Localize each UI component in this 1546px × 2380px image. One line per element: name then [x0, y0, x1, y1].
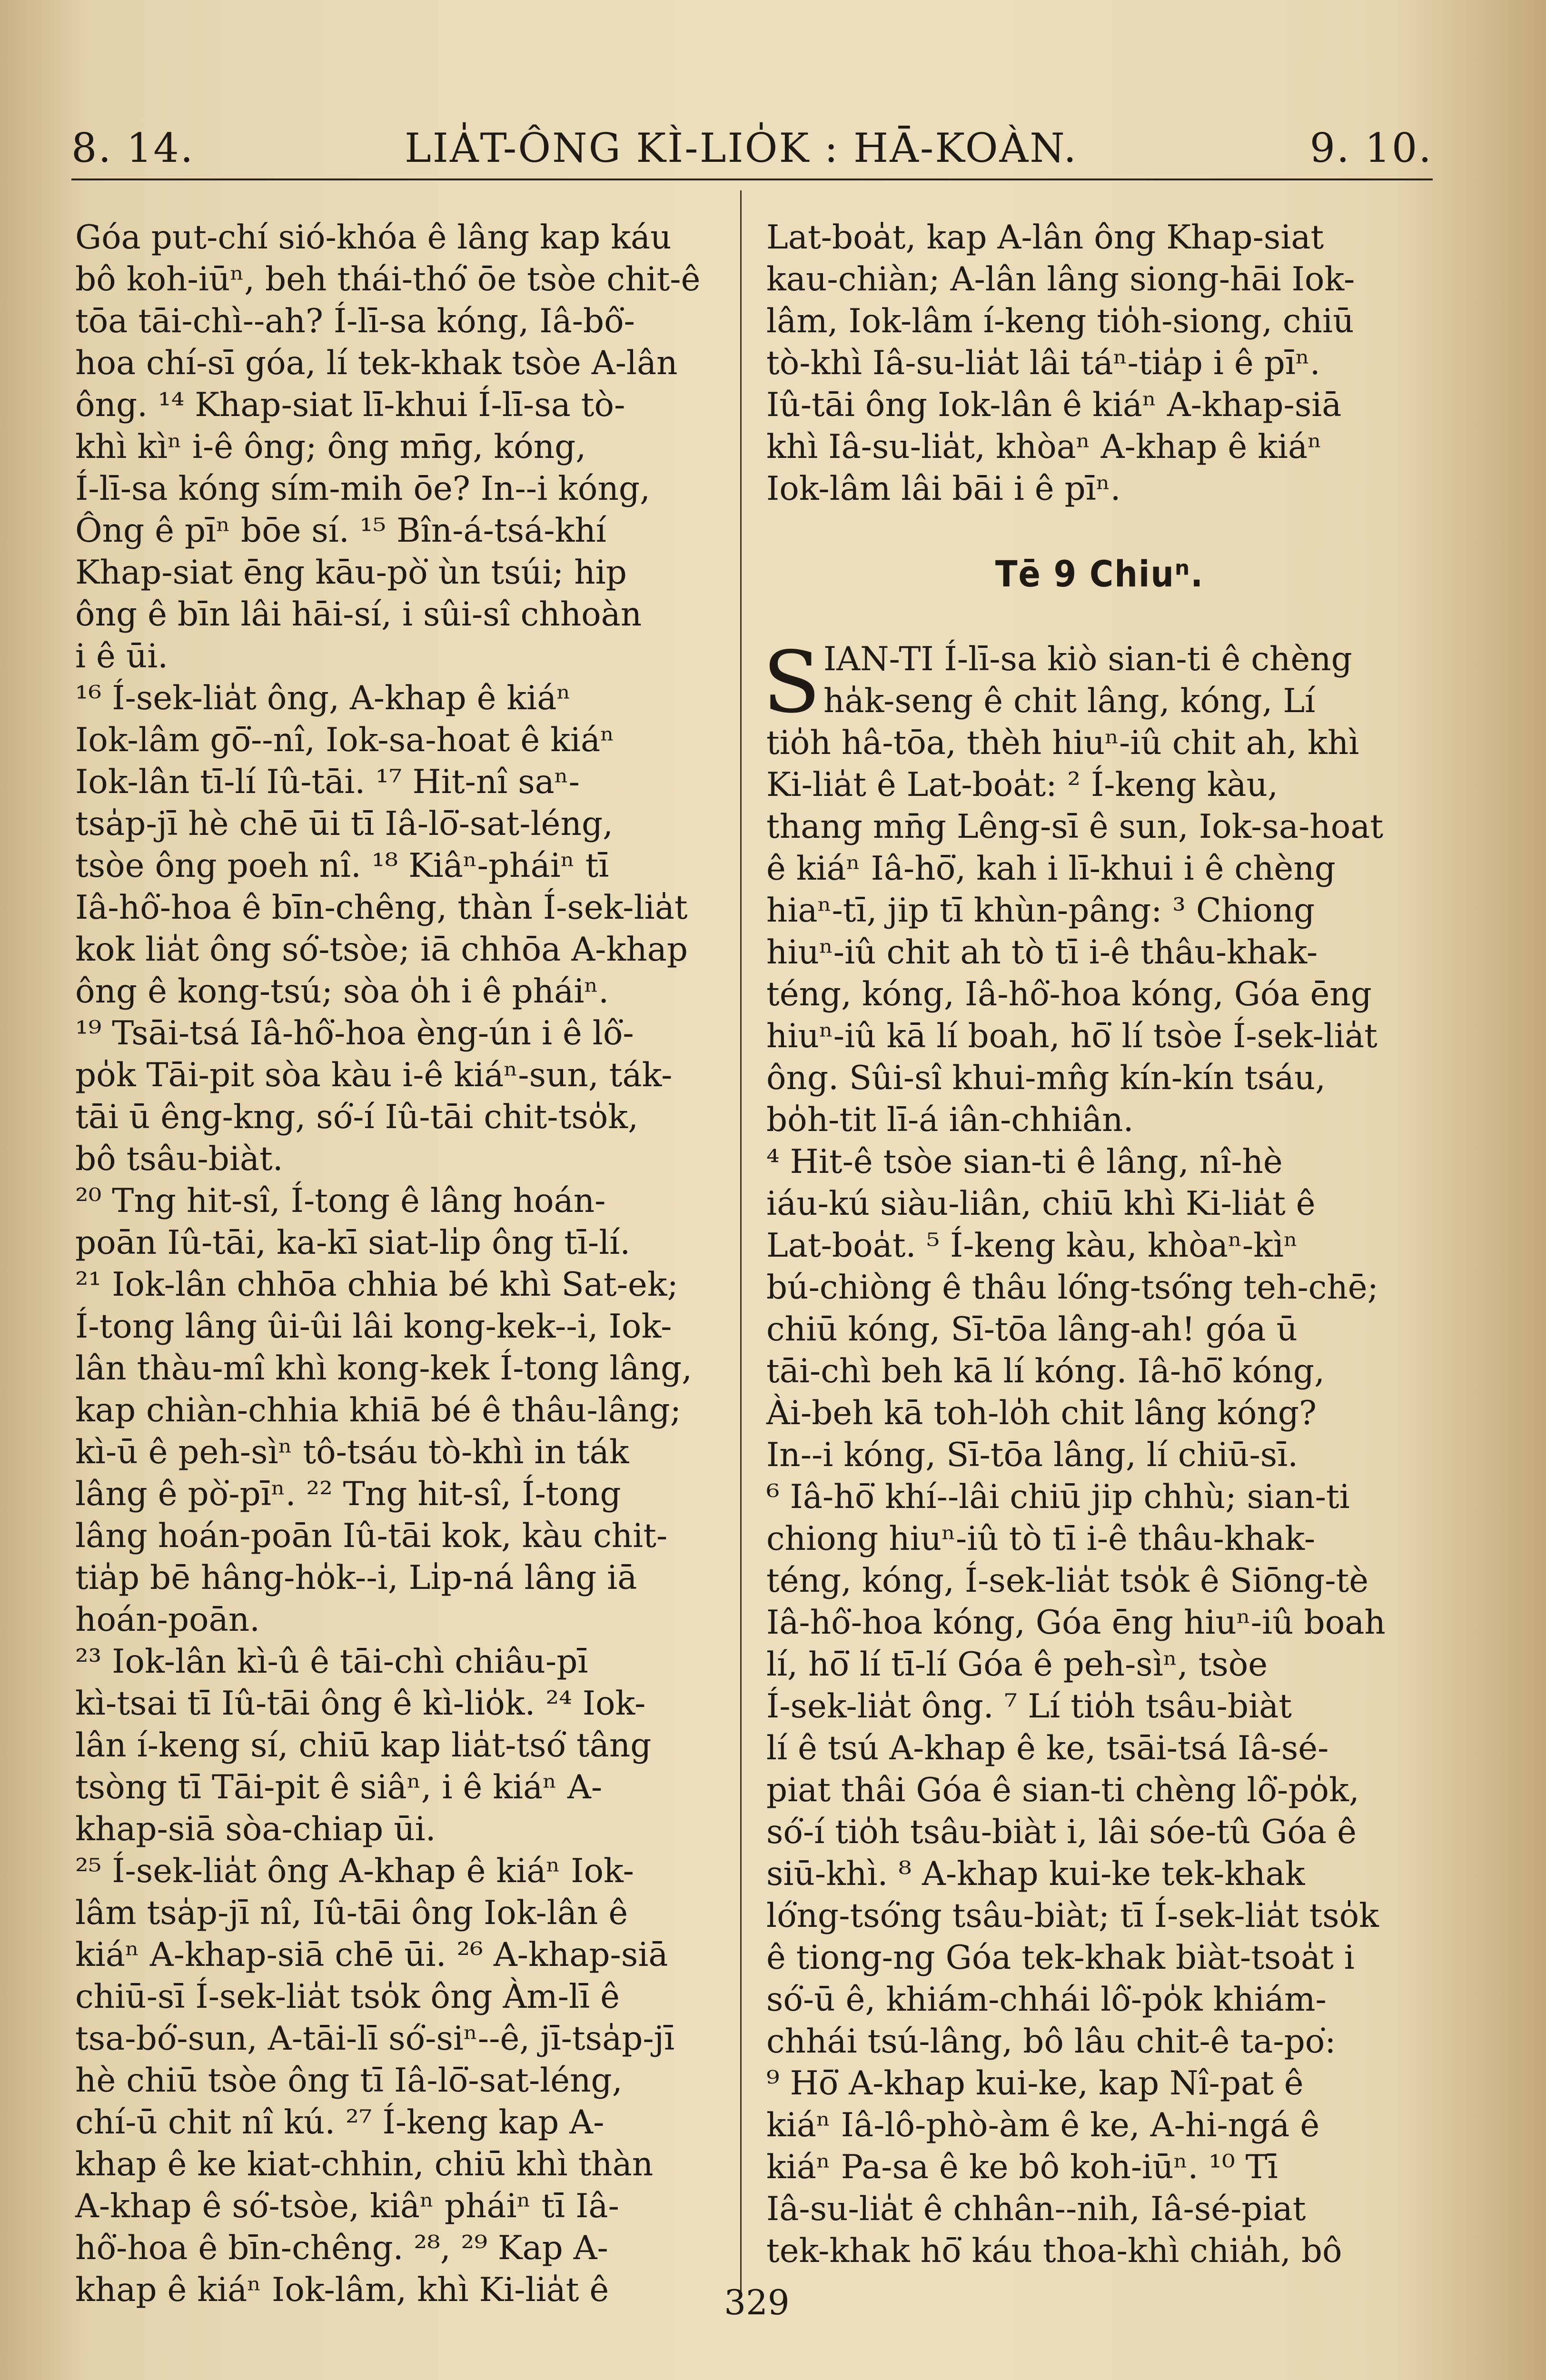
text-line: Khap-siat ēng kāu-pò͘ ùn tsúi; hip — [75, 554, 627, 592]
text-line: khap-siā sòa-chiap ūi. — [75, 1810, 436, 1848]
text-line: tāi-chì beh kā lí kóng. Iâ-hō͘ kóng, — [766, 1352, 1325, 1390]
right-column — [763, 217, 1433, 2272]
text-line: tia̍p bē hâng-ho̍k--i, Li̍p-ná lâng iā — [75, 1559, 637, 1597]
text-line: tek-khak hō͘ káu thoa-khì chia̍h, bô — [766, 2232, 1342, 2270]
text-line: Iok-lân tī-lí Iû-tāi. ¹⁷ Hit-nî saⁿ- — [75, 763, 580, 801]
text-line: Ki-lia̍t ê Lat-boa̍t: ² Í-keng kàu, — [766, 766, 1278, 804]
text-line: ló͘ng-tsó͘ng tsâu-biàt; tī Í-sek-lia̍t tso̍k — [766, 1897, 1379, 1935]
text-line: chiong hiuⁿ-iû tò tī i-ê thâu-khak- — [766, 1520, 1316, 1558]
text-line: iáu-kú siàu-liân, chiū khì Ki-lia̍t ê — [766, 1185, 1316, 1223]
text-line: bô tsâu-biàt. — [75, 1140, 283, 1178]
text-line: tio̍h hâ-tōa, thèh hiuⁿ-iû chit ah, khì — [766, 724, 1359, 762]
text-line: lâm, Iok-lâm í-keng tio̍h-siong, chiū — [766, 302, 1354, 340]
text-line: ông. Sûi-sî khui-mn̂g kín-kín tsáu, — [766, 1059, 1326, 1097]
text-line: lâng hoán-poān Iû-tāi kok, kàu chit- — [75, 1517, 668, 1555]
right-column-continuation — [766, 217, 1433, 510]
text-line: siū-khì. ⁸ A-khap kui-ke tek-khak — [766, 1855, 1305, 1893]
text-line: Lat-boa̍t, kap A-lân ông Khap-siat — [766, 218, 1324, 257]
column-divider — [740, 190, 742, 2294]
text-line: tsòng tī Tāi-pit ê siâⁿ, i ê kiáⁿ A- — [75, 1768, 603, 1806]
text-line: Góa put-chí sió-khóa ê lâng kap káu — [75, 218, 672, 257]
text-line: khì kìⁿ i-ê ông; ông mn̄g, kóng, — [75, 428, 586, 466]
text-line: ²⁰ Tng hit-sî, Í-tong ê lâng hoán- — [75, 1182, 606, 1220]
text-line: Iû-tāi ông Iok-lân ê kiáⁿ A-khap-siā — [766, 386, 1342, 424]
text-line: kap chiàn-chhia khiā bé ê thâu-lâng; — [75, 1391, 681, 1429]
text-line: chhái tsú-lâng, bô lâu chit-ê ta-po͘: — [766, 2023, 1336, 2061]
text-line: Í-lī-sa kóng sím-mih ōe? In--i kóng, — [75, 470, 651, 508]
text-line: chiū kóng, Sī-tōa lâng-ah! góa ū — [766, 1310, 1298, 1349]
text-line: hiuⁿ-iû kā lí boah, hō͘ lí tsòe Í-sek-lia̍t — [766, 1017, 1378, 1055]
text-line: poān Iû-tāi, ka-kī siat-li̍p ông tī-lí. — [75, 1224, 631, 1262]
text-line: chiū-sī Í-sek-lia̍t tso̍k ông Àm-lī ê — [75, 1978, 620, 2016]
text-line: lân í-keng sí, chiū kap lia̍t-tsó͘ tâng — [75, 1726, 652, 1765]
text-line: thang mn̄g Lêng-sī ê sun, Iok-sa-hoat — [766, 808, 1384, 846]
text-line: ông ê bīn lâi hāi-sí, i sûi-sî chhoàn — [75, 595, 642, 634]
text-line: hoán-poān. — [75, 1601, 260, 1639]
text-line: ²⁵ Í-sek-lia̍t ông A-khap ê kiáⁿ Iok- — [75, 1852, 634, 1890]
text-line: kiáⁿ Pa-sa ê ke bô koh-iūⁿ. ¹⁰ Tī — [766, 2148, 1278, 2186]
text-line: Iok-lâm gō͘--nî, Iok-sa-hoat ê kiáⁿ — [75, 721, 614, 759]
text-line: lân thàu-mî khì kong-kek Í-tong lâng, — [75, 1349, 693, 1388]
text-line: khì Iâ-su-lia̍t, khòaⁿ A-khap ê kiáⁿ — [766, 428, 1322, 466]
text-line: Ài-beh kā toh-lo̍h chit lâng kóng? — [766, 1394, 1317, 1432]
text-line: ha̍k-seng ê chit lâng, kóng, Lí — [823, 682, 1316, 720]
chapter-verse-end: 9. 10. — [1309, 125, 1433, 171]
text-line: hoa chí-sī góa, lí tek-khak tsòe A-lân — [75, 344, 678, 382]
text-line: hiuⁿ-iû chit ah tò tī i-ê thâu-khak- — [766, 933, 1318, 972]
left-column — [75, 217, 720, 2311]
text-line: khap ê kiáⁿ Iok-lâm, khì Ki-lia̍t ê — [75, 2271, 609, 2309]
text-line: hè chiū tsòe ông tī Iâ-lō͘-sat-léng, — [75, 2062, 623, 2100]
page-number: 329 — [724, 2282, 790, 2322]
text-line: ²³ Iok-lân kì-û ê tāi-chì chiâu-pī — [75, 1643, 588, 1681]
text-line: tò-khì Iâ-su-lia̍t lâi táⁿ-tia̍p i ê pīⁿ. — [766, 344, 1320, 382]
running-head — [71, 125, 1433, 177]
text-line: tsa-bó͘-sun, A-tāi-lī só͘-siⁿ--ê, jī-tsa̍p-jī — [75, 2020, 675, 2058]
text-line: lí ê tsú A-khap ê ke, tsāi-tsá Iâ-sé- — [766, 1729, 1329, 1767]
text-line: ²¹ Iok-lân chhōa chhia bé khì Sat-ek; — [75, 1266, 678, 1304]
text-line: kì-tsai tī Iû-tāi ông ê kì-lio̍k. ²⁴ Iok- — [75, 1685, 646, 1723]
text-line: Í-sek-lia̍t ông. ⁷ Lí tio̍h tsâu-biàt — [766, 1687, 1292, 1726]
text-line: piat thâi Góa ê sian-ti chèng lô͘-po̍k, — [766, 1771, 1359, 1809]
text-line: Iâ-hô͘-hoa kóng, Góa ēng hiuⁿ-iû boah — [766, 1604, 1386, 1642]
drop-cap: S — [763, 633, 821, 732]
text-line: tsa̍p-jī hè chē ūi tī Iâ-lō͘-sat-léng, — [75, 805, 614, 843]
text-line: Iâ-hô͘-hoa ê bīn-chêng, thàn Í-sek-lia̍t — [75, 889, 688, 927]
text-line: kiáⁿ A-khap-siā chē ūi. ²⁶ A-khap-siā — [75, 1936, 668, 1974]
text-line: téng, kóng, Í-sek-lia̍t tso̍k ê Siōng-tè — [766, 1562, 1369, 1600]
text-line: bo̍h-tit lī-á iân-chhiân. — [766, 1101, 1134, 1139]
text-line: tōa tāi-chì--ah? Í-lī-sa kóng, Iâ-bô͘- — [75, 302, 635, 340]
text-line: ⁶ Iâ-hō͘ khí--lâi chiū jip chhù; sian-ti — [766, 1478, 1350, 1516]
text-line: lí, hō͘ lí tī-lí Góa ê peh-sìⁿ, tsòe — [766, 1646, 1268, 1684]
header-rule — [71, 178, 1433, 180]
text-line: kok lia̍t ông só͘-tsòe; iā chhōa A-khap — [75, 931, 688, 969]
text-line: ⁹ Hō͘ A-khap kui-ke, kap Nî-pat ê — [766, 2064, 1304, 2102]
text-line: Iâ-su-lia̍t ê chhân--nih, Iâ-sé-piat — [766, 2190, 1306, 2228]
text-line: ¹⁹ Tsāi-tsá Iâ-hô͘-hoa èng-ún i ê lô͘- — [75, 1014, 634, 1052]
text-line-content: IAN-TI Í-lī-sa kiò sian-ti ê chèng — [823, 640, 1352, 678]
text-line: chí-ū chit nî kú. ²⁷ Í-keng kap A- — [75, 2103, 605, 2142]
text-line: tsòe ông poeh nî. ¹⁸ Kiâⁿ-pháiⁿ tī — [75, 847, 609, 885]
text-line: kì-ū ê peh-sìⁿ tô-tsáu tò-khì in ták — [75, 1433, 629, 1471]
text-line: ông ê kong-tsú; sòa o̍h i ê pháiⁿ. — [75, 972, 609, 1011]
text-line: In--i kóng, Sī-tōa lâng, lí chiū-sī. — [766, 1436, 1298, 1474]
text-line: hiaⁿ-tī, jip tī khùn-pâng: ³ Chiong — [766, 892, 1315, 930]
text-line: kau-chiàn; A-lân lâng siong-hāi Iok- — [766, 260, 1355, 298]
chapter-heading: Tē 9 Chiuⁿ. — [995, 553, 1204, 595]
text-line: só͘-ū ê, khiám-chhái lô͘-po̍k khiám- — [766, 1981, 1327, 2019]
text-line: ê kiáⁿ Iâ-hō͘, kah i lī-khui i ê chèng — [766, 850, 1336, 888]
text-line: Iok-lâm lâi bāi i ê pīⁿ. — [766, 470, 1121, 508]
text-line: ⁴ Hit-ê tsòe sian-ti ê lâng, nî-hè — [766, 1143, 1283, 1181]
text-line: A-khap ê só͘-tsòe, kiâⁿ pháiⁿ tī Iâ- — [75, 2187, 619, 2225]
text-line: bú-chiòng ê thâu ló͘ng-tsó͘ng teh-chē; — [766, 1269, 1378, 1307]
text-line: ê tiong-ng Góa tek-khak biàt-tsoa̍t i — [766, 1939, 1355, 1977]
text-line: ông. ¹⁴ Khap-siat lī-khui Í-lī-sa tò- — [75, 386, 625, 424]
text-line: po̍k Tāi-pit sòa kàu i-ê kiáⁿ-sun, ták- — [75, 1056, 673, 1094]
text-line: só͘-í tio̍h tsâu-biàt i, lâi sóe-tû Góa ê — [766, 1813, 1357, 1851]
text-line: kiáⁿ Iâ-lô-phò-àm ê ke, A-hi-ngá ê — [766, 2106, 1320, 2144]
text-line: bô koh-iūⁿ, beh thái-thó͘ ōe tsòe chit-ê — [75, 260, 701, 298]
book-title: LIA̍T-ÔNG KÌ-LIO̍K : HĀ-KOÀN. — [405, 125, 1078, 171]
text-line: lâm tsa̍p-jī nî, Iû-tāi ông Iok-lân ê — [75, 1894, 628, 1932]
text-line: lâng ê pò͘-pīⁿ. ²² Tng hit-sî, Í-tong — [75, 1475, 621, 1513]
text-line: tāi ū êng-kng, só͘-í Iû-tāi chit-tso̍k, — [75, 1098, 639, 1136]
text-line: i ê ūi. — [75, 637, 168, 675]
text-line: Lat-boa̍t. ⁵ Í-keng kàu, khòaⁿ-kìⁿ — [766, 1227, 1298, 1265]
text-line: ¹⁶ Í-sek-lia̍t ông, A-khap ê kiáⁿ — [75, 679, 571, 717]
text-line: téng, kóng, Iâ-hô͘-hoa kóng, Góa ēng — [766, 975, 1372, 1013]
chapter-9-text — [763, 633, 1433, 2272]
text-line: khap ê ke kiat-chhin, chiū khì thàn — [75, 2145, 654, 2183]
text-line: Í-tong lâng ûi-ûi lâi kong-kek--i, Iok- — [75, 1308, 672, 1346]
text-line: Ông ê pīⁿ bōe sí. ¹⁵ Bîn-á-tsá-khí — [75, 512, 606, 550]
text-line: hô͘-hoa ê bīn-chêng. ²⁸, ²⁹ Kap A- — [75, 2229, 608, 2267]
chapter-verse-start: 8. 14. — [71, 125, 195, 171]
